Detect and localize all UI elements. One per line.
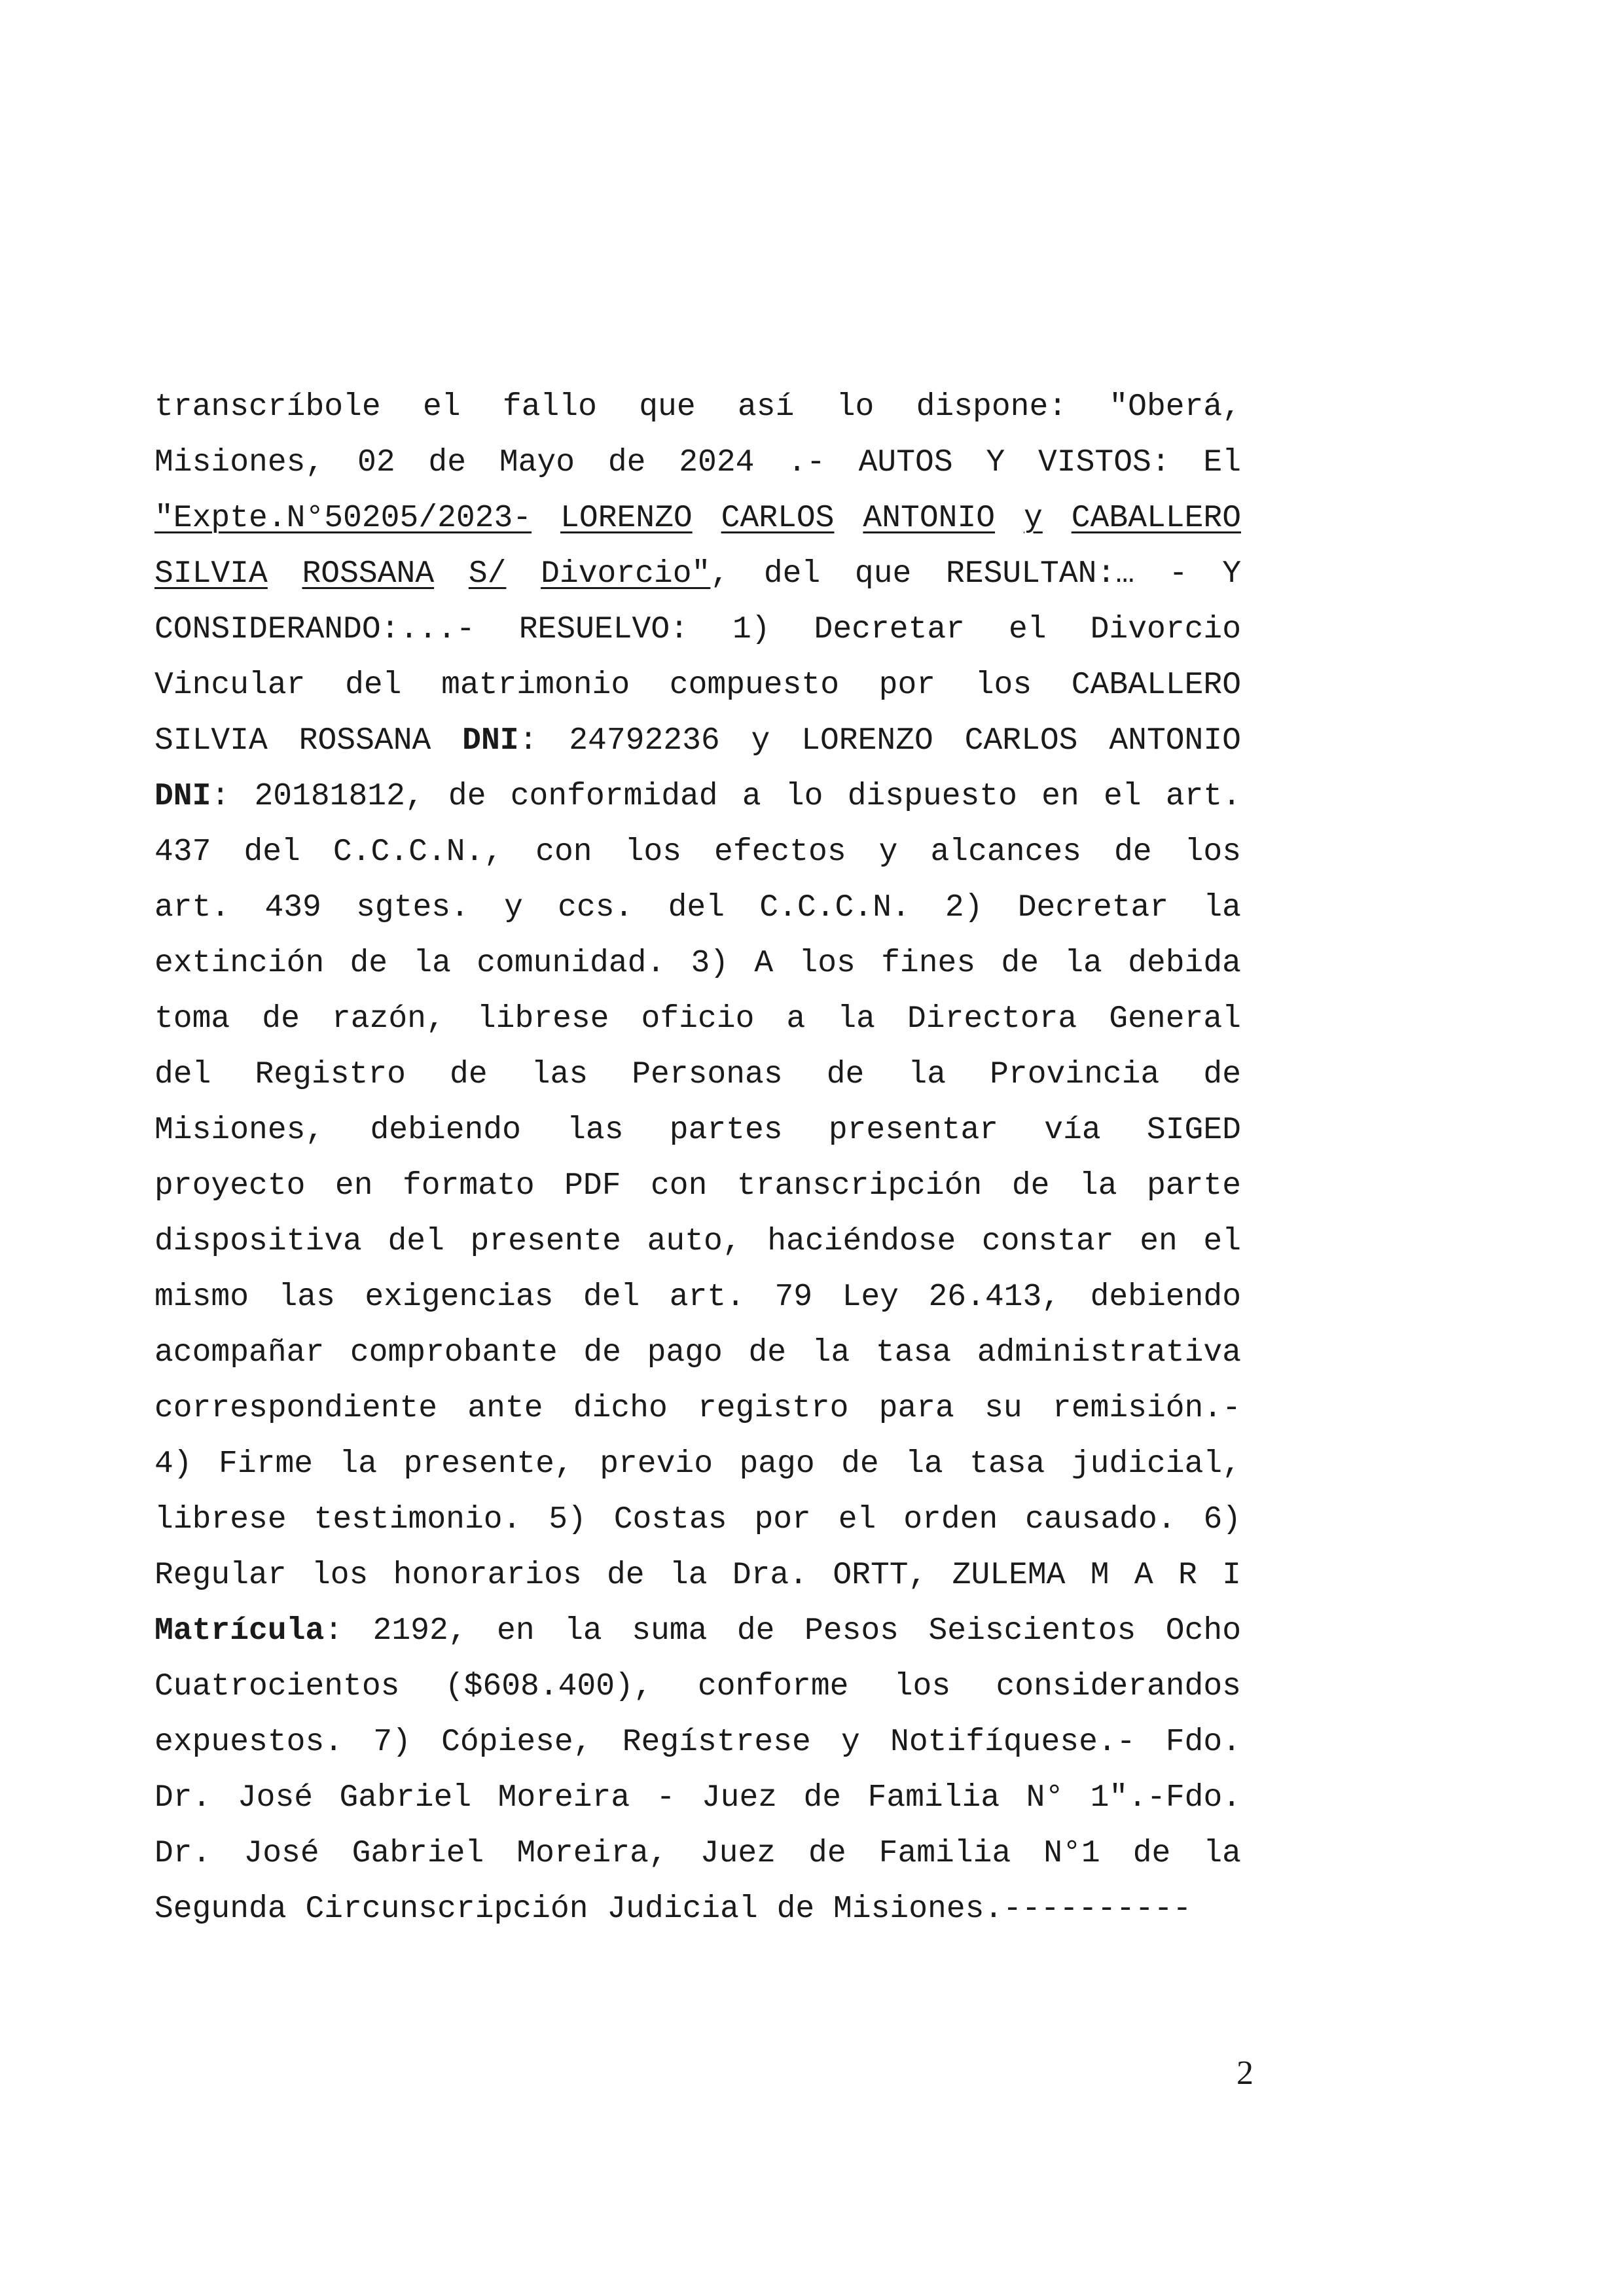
word: Dra.: [732, 1558, 808, 1593]
word: haciéndose: [767, 1224, 956, 1259]
word: Moreira: [497, 1780, 630, 1816]
word: 1): [732, 612, 770, 647]
word: los: [311, 1558, 369, 1593]
word: de: [1011, 1168, 1050, 1204]
word: ccs.: [558, 890, 634, 925]
word: del: [583, 1280, 640, 1315]
word: considerandos: [996, 1669, 1241, 1704]
word: matrimonio: [441, 668, 630, 703]
word: 3): [691, 946, 729, 981]
word: la: [1203, 1836, 1241, 1871]
word: testimonio.: [314, 1502, 522, 1537]
word: art.: [154, 890, 230, 925]
word: CARLOS: [964, 723, 1078, 759]
word: CABALLERO: [1071, 668, 1241, 703]
text-line: [154, 769, 1241, 825]
word: así: [737, 389, 795, 425]
word: fines: [881, 946, 976, 981]
word: formato: [402, 1168, 535, 1204]
word: M: [1090, 1558, 1110, 1593]
word: los: [1184, 834, 1241, 870]
word: Provincia: [990, 1057, 1160, 1092]
word: Circunscripción: [305, 1892, 588, 1927]
word: Dr.: [154, 1836, 211, 1871]
underlined-reference: ANTONIO: [863, 501, 996, 536]
word: proyecto: [154, 1168, 306, 1204]
word: Ley: [842, 1280, 899, 1315]
word: Costas: [613, 1502, 727, 1537]
text-line: [154, 602, 1241, 658]
word: extinción: [154, 946, 325, 981]
word: CONSIDERANDO:...-: [154, 612, 475, 647]
word: transcríbole: [154, 389, 381, 425]
word: alcances: [930, 834, 1081, 870]
underlined-reference: SILVIA: [154, 556, 268, 592]
word: SILVIA: [154, 723, 268, 759]
word: 2024: [679, 445, 755, 480]
word: 7): [373, 1725, 411, 1760]
word: de: [607, 1558, 645, 1593]
word: librese: [154, 1502, 287, 1537]
word: 4): [154, 1446, 192, 1482]
word: Ocho: [1165, 1613, 1241, 1649]
word: del: [244, 834, 300, 870]
word: su: [984, 1391, 1022, 1426]
word: 2): [945, 890, 983, 925]
word: judicial,: [1071, 1446, 1241, 1482]
word: Dr.: [154, 1780, 211, 1816]
word: ante: [467, 1391, 543, 1426]
word: 20181812,: [254, 779, 424, 814]
word: Registro: [255, 1057, 406, 1092]
word: debida: [1128, 946, 1241, 981]
word: 2192,: [372, 1613, 467, 1649]
word: de: [841, 1446, 879, 1482]
word: Personas: [632, 1057, 783, 1092]
text-line: [154, 1715, 1241, 1770]
word: de: [748, 1335, 787, 1371]
word: "Oberá,: [1109, 389, 1241, 425]
word: dispositiva: [154, 1224, 362, 1259]
word: A: [1134, 1558, 1153, 1593]
text-line: [154, 1770, 1241, 1826]
text-line: [154, 880, 1241, 936]
word: Vincular: [154, 668, 306, 703]
word: partes: [669, 1113, 783, 1148]
word: por: [754, 1502, 811, 1537]
text-line: [154, 435, 1241, 491]
word: N°1: [1043, 1836, 1100, 1871]
word: las: [278, 1280, 335, 1315]
bold-label: DNI: [154, 779, 211, 814]
underlined-reference: CABALLERO: [1071, 501, 1241, 536]
word: causado.: [1025, 1502, 1176, 1537]
word: ($608.400),: [444, 1669, 653, 1704]
word: previo: [600, 1446, 713, 1482]
word: razón,: [331, 1001, 445, 1037]
word: la: [908, 1057, 947, 1092]
word: y: [504, 890, 523, 925]
underlined-reference: LORENZO: [560, 501, 693, 536]
word: oficio: [641, 1001, 755, 1037]
word: 1".-Fdo.: [1090, 1780, 1241, 1816]
word: de: [448, 779, 486, 814]
word: del: [345, 668, 402, 703]
word: registro: [697, 1391, 849, 1426]
word: R: [1178, 1558, 1197, 1593]
underlined-reference: "Expte.N°50205/2023-: [154, 501, 532, 536]
word: del: [668, 890, 725, 925]
word: del: [154, 1057, 211, 1092]
word: ROSSANA: [298, 723, 431, 759]
word: de: [736, 1613, 775, 1649]
word: I: [1222, 1558, 1241, 1593]
word: honorarios: [393, 1558, 582, 1593]
word: ,: [710, 556, 730, 592]
word: del: [763, 556, 821, 592]
word: :: [324, 1613, 344, 1649]
word: acompañar: [154, 1335, 325, 1371]
word: el: [1203, 1224, 1241, 1259]
underlined-reference: CARLOS: [721, 501, 835, 536]
word: suma: [632, 1613, 708, 1649]
word: presentar: [828, 1113, 999, 1148]
word: Misiones,: [154, 445, 325, 480]
word: RESULTAN:…: [946, 556, 1135, 592]
word: Regístrese: [622, 1725, 811, 1760]
word: de: [776, 1892, 815, 1927]
word: con: [535, 834, 592, 870]
word: tasa: [969, 1446, 1045, 1482]
word: de: [803, 1780, 842, 1816]
word: art.: [669, 1280, 746, 1315]
word: de: [826, 1057, 865, 1092]
text-line: [154, 936, 1241, 992]
word: 79: [774, 1280, 813, 1315]
bold-label: Matrícula: [154, 1613, 325, 1649]
underlined-reference: Divorcio": [541, 556, 711, 592]
word: dicho: [573, 1391, 668, 1426]
word: Decretar: [1017, 890, 1169, 925]
word: de: [428, 445, 467, 480]
text-line: [154, 1437, 1241, 1492]
word: comunidad.: [477, 946, 666, 981]
word: José: [237, 1780, 314, 1816]
word: Pesos: [804, 1613, 899, 1649]
word: Y: [986, 445, 1005, 480]
word: 439: [264, 890, 321, 925]
word: orden: [903, 1502, 998, 1537]
word: de: [1113, 834, 1152, 870]
word: el: [1103, 779, 1142, 814]
word: para: [878, 1391, 954, 1426]
text-line: [154, 380, 1241, 435]
word: a: [742, 779, 761, 814]
word: administrativa: [977, 1335, 1241, 1371]
word: Firme: [219, 1446, 314, 1482]
text-line: [154, 1548, 1241, 1604]
word: de: [1001, 946, 1039, 981]
word: art.: [1165, 779, 1241, 814]
word: la: [905, 1446, 943, 1482]
word: parte: [1146, 1168, 1241, 1204]
word: Fdo.: [1165, 1725, 1241, 1760]
word: con: [650, 1168, 708, 1204]
text-line: [154, 1659, 1241, 1715]
word: que: [639, 389, 696, 425]
word: C.C.C.N.: [759, 890, 911, 925]
word: el: [838, 1502, 876, 1537]
text-line: [154, 491, 1241, 547]
word: Juez: [701, 1780, 778, 1816]
word: la: [837, 1001, 875, 1037]
text-line: [154, 1103, 1241, 1158]
word: Decretar: [814, 612, 965, 647]
word: los: [799, 946, 856, 981]
text-line: [154, 992, 1241, 1047]
underlined-reference: y: [1024, 501, 1043, 536]
word: :: [211, 779, 230, 814]
word: y: [751, 723, 770, 759]
word: Misiones,: [154, 1113, 325, 1148]
word: de: [808, 1836, 846, 1871]
word: A: [754, 946, 774, 981]
text-line: [154, 1882, 1241, 1937]
word: Misiones.----------: [833, 1892, 1192, 1927]
word: sgtes.: [356, 890, 469, 925]
word: debiendo: [370, 1113, 521, 1148]
word: 26.413,: [928, 1280, 1061, 1315]
word: El: [1203, 445, 1241, 480]
text-line: [154, 1826, 1241, 1882]
word: la: [669, 1558, 708, 1593]
word: Judicial: [607, 1892, 758, 1927]
word: Y: [1222, 556, 1241, 592]
word: presente: [470, 1224, 621, 1259]
word: compuesto: [669, 668, 840, 703]
word: lo: [785, 779, 823, 814]
word: 5): [549, 1502, 586, 1537]
word: las: [531, 1057, 588, 1092]
word: la: [1203, 890, 1241, 925]
word: exigencias: [365, 1280, 554, 1315]
word: debiendo: [1090, 1280, 1241, 1315]
word: dispone:: [916, 389, 1068, 425]
text-line: [154, 713, 1241, 769]
word: SIGED: [1146, 1113, 1241, 1148]
word: toma: [154, 1001, 230, 1037]
text-line: [154, 1325, 1241, 1381]
text-line: [154, 1492, 1241, 1548]
word: transcripción: [736, 1168, 983, 1204]
word: en: [334, 1168, 373, 1204]
word: -: [656, 1780, 676, 1816]
word: la: [812, 1335, 850, 1371]
word: vía: [1044, 1113, 1101, 1148]
word: la: [564, 1613, 602, 1649]
word: Divorcio: [1090, 612, 1241, 647]
word: pago: [647, 1335, 723, 1371]
word: efectos: [714, 834, 846, 870]
word: Gabriel: [352, 1836, 484, 1871]
word: conformidad: [510, 779, 718, 814]
word: Familia: [878, 1836, 1011, 1871]
word: ORTT,: [833, 1558, 928, 1593]
word: N°: [1026, 1780, 1064, 1816]
word: 24792236: [569, 723, 720, 759]
word: de: [1132, 1836, 1171, 1871]
text-line: [154, 1214, 1241, 1270]
word: RESUELVO:: [518, 612, 689, 647]
word: presente,: [403, 1446, 573, 1482]
word: Familia: [867, 1780, 1000, 1816]
word: mismo: [154, 1280, 249, 1315]
word: que: [854, 556, 912, 592]
word: remisión.-: [1052, 1391, 1241, 1426]
word: de: [450, 1057, 488, 1092]
word: la: [339, 1446, 378, 1482]
word: en: [1041, 779, 1079, 814]
word: Gabriel: [339, 1780, 472, 1816]
word: la: [1079, 1168, 1117, 1204]
word: en: [1140, 1224, 1178, 1259]
word: Juez: [700, 1836, 776, 1871]
word: dispuesto: [847, 779, 1017, 814]
word: Cópiese,: [441, 1725, 592, 1760]
text-line: [154, 1158, 1241, 1214]
text-line: [154, 658, 1241, 713]
word: las: [567, 1113, 624, 1148]
word: de: [262, 1001, 300, 1037]
word: 437: [154, 834, 211, 870]
word: correspondiente: [154, 1391, 438, 1426]
word: los: [893, 1669, 951, 1704]
word: auto,: [647, 1224, 742, 1259]
word: de: [607, 445, 646, 480]
word: 6): [1203, 1502, 1241, 1537]
word: librese: [477, 1001, 609, 1037]
word: José: [244, 1836, 319, 1871]
word: VISTOS:: [1038, 445, 1170, 480]
word: LORENZO: [801, 723, 933, 759]
word: fallo: [502, 389, 597, 425]
document-body: [154, 380, 1241, 1937]
text-line: [154, 1604, 1241, 1659]
word: de: [1203, 1057, 1241, 1092]
text-line: [154, 547, 1241, 602]
word: Regular: [154, 1558, 287, 1593]
word: Seiscientos: [928, 1613, 1136, 1649]
word: tasa: [875, 1335, 952, 1371]
word: el: [422, 389, 461, 425]
text-line: [154, 1047, 1241, 1103]
word: Directora: [907, 1001, 1077, 1037]
word: -: [1168, 556, 1188, 592]
word: del: [388, 1224, 444, 1259]
underlined-reference: S/: [468, 556, 507, 592]
word: constar: [981, 1224, 1114, 1259]
word: :: [518, 723, 538, 759]
word: AUTOS: [858, 445, 953, 480]
word: conforme: [697, 1669, 849, 1704]
word: C.C.C.N.,: [333, 834, 503, 870]
word: General: [1109, 1001, 1241, 1037]
word: por: [878, 668, 936, 703]
word: Mayo: [499, 445, 575, 480]
word: lo: [836, 389, 875, 425]
word: de: [583, 1335, 621, 1371]
word: la: [1064, 946, 1102, 981]
word: en: [497, 1613, 535, 1649]
word: ZULEMA: [952, 1558, 1066, 1593]
word: Moreira,: [516, 1836, 668, 1871]
word: expuestos.: [154, 1725, 344, 1760]
word: pago: [739, 1446, 815, 1482]
underlined-reference: ROSSANA: [302, 556, 435, 592]
bold-label: DNI: [462, 723, 519, 759]
word: de: [350, 946, 388, 981]
word: el: [1008, 612, 1047, 647]
word: 02: [357, 445, 395, 480]
word: Cuatrocientos: [154, 1669, 400, 1704]
page-number: 2: [1236, 2054, 1254, 2092]
word: ANTONIO: [1109, 723, 1241, 759]
text-line: [154, 1381, 1241, 1437]
word: Notifíquese.-: [890, 1725, 1136, 1760]
word: la: [413, 946, 451, 981]
word: los: [975, 668, 1032, 703]
text-line: [154, 825, 1241, 880]
text-line: [154, 1270, 1241, 1325]
word: los: [624, 834, 681, 870]
word: .-: [787, 445, 825, 480]
word: y: [841, 1725, 860, 1760]
word: y: [878, 834, 898, 870]
word: comprobante: [350, 1335, 558, 1371]
word: a: [786, 1001, 806, 1037]
word: Segunda: [154, 1892, 287, 1927]
word: PDF: [564, 1168, 621, 1204]
